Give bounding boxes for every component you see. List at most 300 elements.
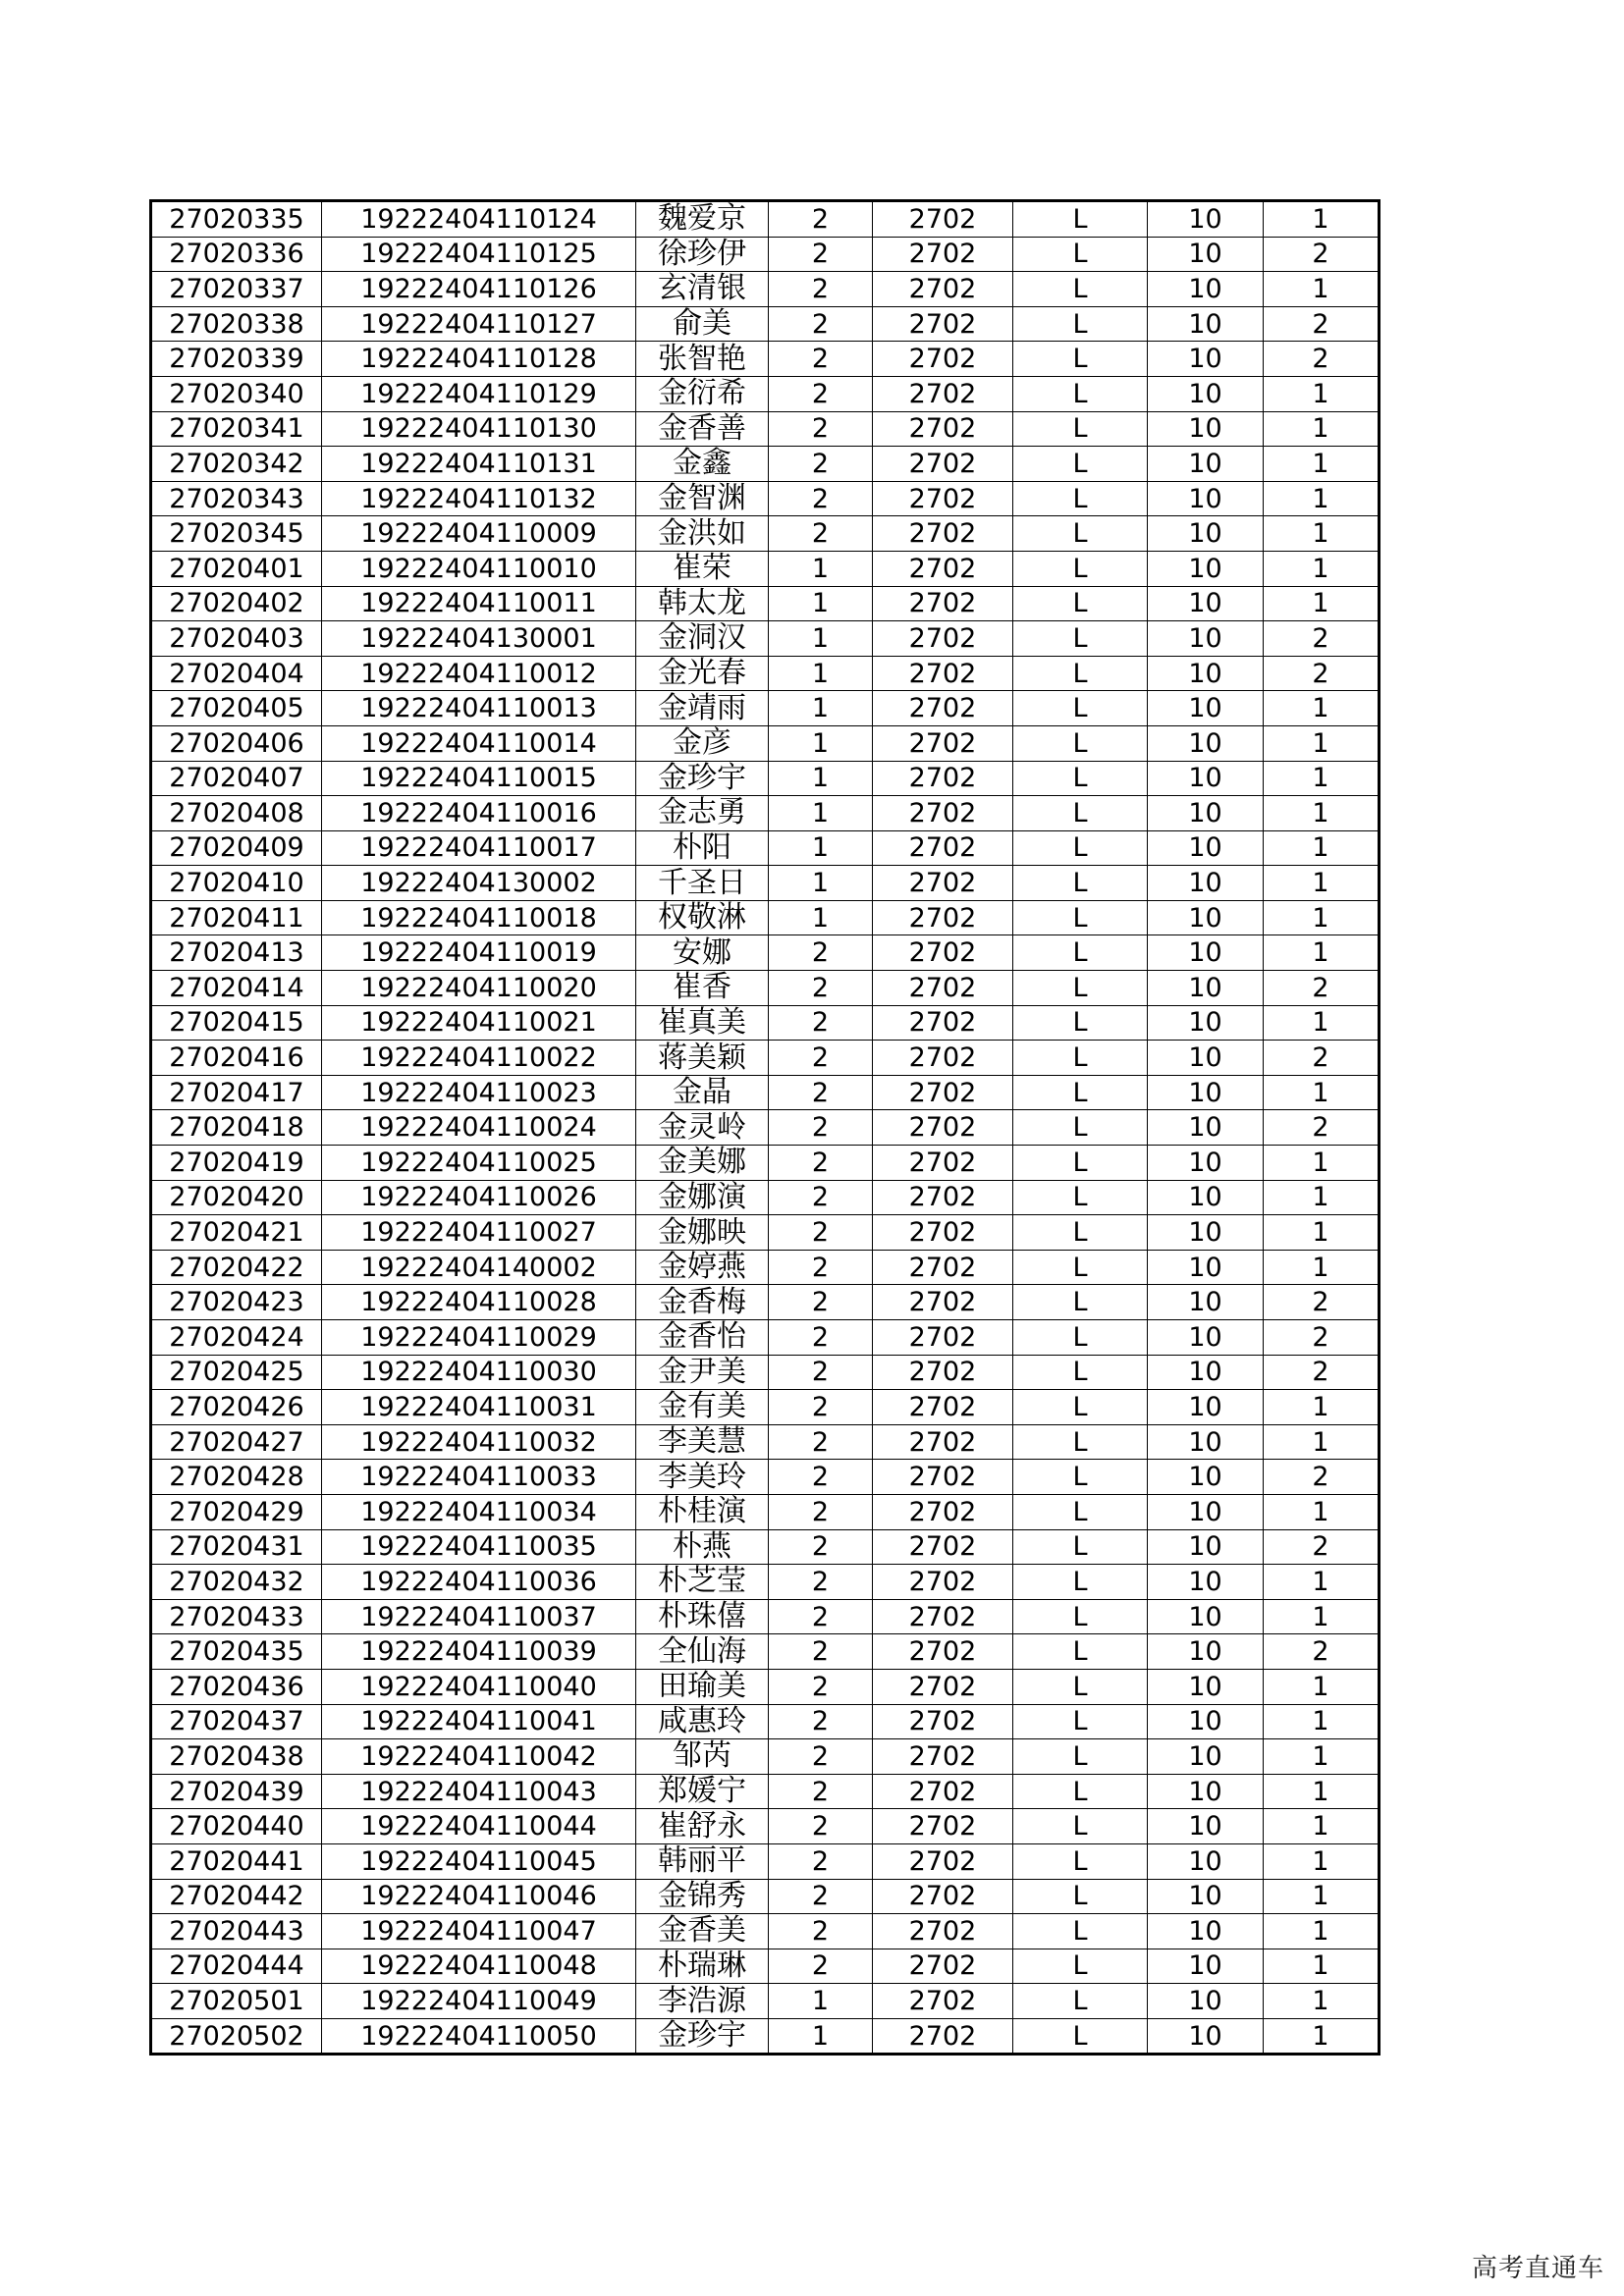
cell-type: L [1013,1146,1148,1181]
cell-grade: 10 [1148,1390,1264,1425]
cell-exam-no: 27020340 [151,376,322,411]
cell-student-id: 19222404110028 [322,1285,636,1320]
table-row [151,1949,1380,1984]
cell-grade: 10 [1148,900,1264,935]
cell-school: 2702 [873,900,1013,935]
cell-code: 1 [769,761,873,796]
cell-student-id: 19222404110025 [322,1146,636,1181]
table-row [151,1215,1380,1251]
cell-exam-no: 27020343 [151,481,322,516]
cell-student-id: 19222404110031 [322,1390,636,1425]
cell-name: 金有美 [636,1390,769,1425]
cell-name: 朴阳 [636,830,769,866]
cell-grade: 10 [1148,621,1264,657]
cell-student-id: 19222404110018 [322,900,636,935]
cell-exam-no: 27020425 [151,1355,322,1390]
cell-student-id: 19222404110047 [322,1914,636,1949]
cell-grade: 10 [1148,1843,1264,1879]
table-row [151,516,1380,552]
cell-exam-no: 27020433 [151,1599,322,1634]
cell-name: 金美娜 [636,1146,769,1181]
cell-grade: 10 [1148,1285,1264,1320]
table-row [151,971,1380,1006]
cell-exam-no: 27020439 [151,1774,322,1809]
cell-flag: 1 [1264,1250,1380,1285]
cell-school: 2702 [873,1565,1013,1600]
cell-exam-no: 27020415 [151,1005,322,1041]
cell-exam-no: 27020405 [151,691,322,726]
cell-student-id: 19222404110033 [322,1460,636,1495]
cell-school: 2702 [873,935,1013,971]
cell-exam-no: 27020435 [151,1634,322,1670]
cell-flag: 1 [1264,1424,1380,1460]
cell-grade: 10 [1148,971,1264,1006]
cell-flag: 2 [1264,1460,1380,1495]
cell-name: 金洞汉 [636,621,769,657]
cell-code: 2 [769,1669,873,1704]
cell-exam-no: 27020401 [151,551,322,586]
cell-flag: 1 [1264,691,1380,726]
cell-grade: 10 [1148,376,1264,411]
cell-type: L [1013,1110,1148,1146]
cell-code: 2 [769,1215,873,1251]
cell-school: 2702 [873,1390,1013,1425]
cell-code: 2 [769,411,873,447]
cell-code: 1 [769,830,873,866]
cell-school: 2702 [873,1075,1013,1110]
cell-flag: 1 [1264,796,1380,831]
cell-name: 金光春 [636,656,769,691]
cell-type: L [1013,376,1148,411]
cell-name: 朴珠僖 [636,1599,769,1634]
cell-exam-no: 27020502 [151,2018,322,2055]
cell-exam-no: 27020406 [151,725,322,761]
cell-student-id: 19222404110016 [322,796,636,831]
table-row [151,1809,1380,1844]
cell-school: 2702 [873,376,1013,411]
cell-grade: 10 [1148,342,1264,377]
cell-flag: 1 [1264,900,1380,935]
cell-code: 2 [769,272,873,307]
cell-student-id: 19222404110012 [322,656,636,691]
table-row [151,1390,1380,1425]
cell-grade: 10 [1148,2018,1264,2055]
table-row [151,1843,1380,1879]
cell-grade: 10 [1148,796,1264,831]
table-row [151,2018,1380,2055]
cell-exam-no: 27020413 [151,935,322,971]
table-row [151,1146,1380,1181]
cell-code: 2 [769,1565,873,1600]
cell-flag: 1 [1264,935,1380,971]
cell-flag: 1 [1264,1669,1380,1704]
cell-student-id: 19222404110042 [322,1739,636,1775]
cell-code: 2 [769,237,873,272]
cell-grade: 10 [1148,481,1264,516]
cell-name: 金尹美 [636,1355,769,1390]
cell-flag: 1 [1264,1565,1380,1600]
table-row [151,830,1380,866]
cell-type: L [1013,1529,1148,1565]
cell-flag: 1 [1264,830,1380,866]
cell-flag: 1 [1264,516,1380,552]
table-row [151,761,1380,796]
cell-type: L [1013,342,1148,377]
cell-name: 金衍希 [636,376,769,411]
cell-flag: 1 [1264,1914,1380,1949]
cell-exam-no: 27020345 [151,516,322,552]
cell-code: 2 [769,1460,873,1495]
cell-type: L [1013,900,1148,935]
table-row [151,1041,1380,1076]
cell-grade: 10 [1148,1949,1264,1984]
cell-type: L [1013,761,1148,796]
cell-code: 2 [769,481,873,516]
cell-code: 2 [769,1774,873,1809]
cell-type: L [1013,1180,1148,1215]
cell-grade: 10 [1148,1110,1264,1146]
cell-code: 1 [769,900,873,935]
cell-grade: 10 [1148,1355,1264,1390]
cell-grade: 10 [1148,1669,1264,1704]
cell-school: 2702 [873,1146,1013,1181]
cell-flag: 1 [1264,201,1380,238]
cell-name: 魏爱京 [636,201,769,238]
cell-type: L [1013,1949,1148,1984]
table-row [151,342,1380,377]
cell-student-id: 19222404110017 [322,830,636,866]
cell-student-id: 19222404110049 [322,1984,636,2019]
cell-grade: 10 [1148,1075,1264,1110]
cell-exam-no: 27020437 [151,1704,322,1739]
cell-student-id: 19222404110036 [322,1565,636,1600]
cell-school: 2702 [873,411,1013,447]
cell-exam-no: 27020422 [151,1250,322,1285]
cell-student-id: 19222404110027 [322,1215,636,1251]
cell-name: 朴芝莹 [636,1565,769,1600]
cell-grade: 10 [1148,1879,1264,1914]
cell-code: 2 [769,376,873,411]
cell-school: 2702 [873,971,1013,1006]
cell-type: L [1013,1879,1148,1914]
cell-name: 金香怡 [636,1320,769,1356]
cell-flag: 2 [1264,237,1380,272]
cell-code: 1 [769,656,873,691]
table-row [151,621,1380,657]
cell-school: 2702 [873,516,1013,552]
cell-type: L [1013,1739,1148,1775]
cell-school: 2702 [873,586,1013,621]
cell-grade: 10 [1148,586,1264,621]
cell-name: 金洪如 [636,516,769,552]
cell-school: 2702 [873,1843,1013,1879]
cell-school: 2702 [873,866,1013,901]
table-row [151,1494,1380,1529]
cell-code: 2 [769,1390,873,1425]
cell-exam-no: 27020426 [151,1390,322,1425]
cell-name: 朴桂演 [636,1494,769,1529]
cell-flag: 2 [1264,1320,1380,1356]
cell-exam-no: 27020442 [151,1879,322,1914]
cell-school: 2702 [873,306,1013,342]
cell-student-id: 19222404110046 [322,1879,636,1914]
cell-flag: 2 [1264,1355,1380,1390]
cell-school: 2702 [873,725,1013,761]
cell-flag: 1 [1264,481,1380,516]
cell-grade: 10 [1148,516,1264,552]
cell-code: 1 [769,866,873,901]
cell-code: 2 [769,1424,873,1460]
cell-type: L [1013,1984,1148,2019]
cell-name: 金香美 [636,1914,769,1949]
cell-type: L [1013,1669,1148,1704]
cell-student-id: 19222404130002 [322,866,636,901]
table-row [151,1634,1380,1670]
cell-school: 2702 [873,1599,1013,1634]
cell-type: L [1013,237,1148,272]
table-row [151,656,1380,691]
cell-school: 2702 [873,1180,1013,1215]
table-row [151,1739,1380,1775]
table-row [151,935,1380,971]
cell-flag: 1 [1264,725,1380,761]
cell-grade: 10 [1148,306,1264,342]
cell-flag: 1 [1264,1843,1380,1879]
cell-exam-no: 27020410 [151,866,322,901]
table-row [151,237,1380,272]
cell-school: 2702 [873,1215,1013,1251]
table-row [151,691,1380,726]
cell-code: 1 [769,796,873,831]
cell-code: 2 [769,1075,873,1110]
table-row [151,1599,1380,1634]
cell-flag: 2 [1264,656,1380,691]
table-row [151,1460,1380,1495]
cell-exam-no: 27020416 [151,1041,322,1076]
table-row [151,1285,1380,1320]
cell-school: 2702 [873,481,1013,516]
cell-exam-no: 27020438 [151,1739,322,1775]
cell-exam-no: 27020431 [151,1529,322,1565]
cell-exam-no: 27020339 [151,342,322,377]
cell-grade: 10 [1148,656,1264,691]
cell-grade: 10 [1148,1250,1264,1285]
cell-grade: 10 [1148,447,1264,482]
cell-student-id: 19222404110021 [322,1005,636,1041]
cell-code: 1 [769,1984,873,2019]
cell-code: 2 [769,1949,873,1984]
cell-type: L [1013,1914,1148,1949]
cell-code: 1 [769,691,873,726]
cell-student-id: 19222404140002 [322,1250,636,1285]
cell-code: 2 [769,1041,873,1076]
cell-flag: 1 [1264,1774,1380,1809]
cell-type: L [1013,1494,1148,1529]
cell-name: 蒋美颖 [636,1041,769,1076]
cell-school: 2702 [873,1739,1013,1775]
cell-school: 2702 [873,656,1013,691]
cell-exam-no: 27020418 [151,1110,322,1146]
cell-name: 金鑫 [636,447,769,482]
cell-student-id: 19222404110131 [322,447,636,482]
cell-name: 金灵岭 [636,1110,769,1146]
cell-student-id: 19222404110035 [322,1529,636,1565]
cell-code: 2 [769,1704,873,1739]
table-row [151,201,1380,238]
cell-student-id: 19222404110014 [322,725,636,761]
cell-code: 2 [769,1180,873,1215]
cell-type: L [1013,1390,1148,1425]
cell-exam-no: 27020436 [151,1669,322,1704]
cell-grade: 10 [1148,1320,1264,1356]
cell-type: L [1013,1809,1148,1844]
cell-student-id: 19222404110044 [322,1809,636,1844]
cell-exam-no: 27020335 [151,201,322,238]
cell-name: 朴瑞琳 [636,1949,769,1984]
cell-school: 2702 [873,237,1013,272]
table-row [151,376,1380,411]
cell-code: 1 [769,551,873,586]
cell-name: 金彦 [636,725,769,761]
table-row [151,1424,1380,1460]
cell-name: 崔舒永 [636,1809,769,1844]
cell-school: 2702 [873,761,1013,796]
cell-school: 2702 [873,1704,1013,1739]
cell-grade: 10 [1148,1494,1264,1529]
cell-student-id: 19222404110030 [322,1355,636,1390]
cell-code: 2 [769,1285,873,1320]
cell-school: 2702 [873,1529,1013,1565]
data-table [149,199,1380,2056]
cell-type: L [1013,1599,1148,1634]
cell-student-id: 19222404110128 [322,342,636,377]
cell-school: 2702 [873,1041,1013,1076]
cell-grade: 10 [1148,1146,1264,1181]
cell-code: 2 [769,1355,873,1390]
cell-student-id: 19222404110040 [322,1669,636,1704]
table-row [151,725,1380,761]
cell-name: 李美玲 [636,1460,769,1495]
table-row [151,866,1380,901]
table-row [151,1180,1380,1215]
cell-school: 2702 [873,691,1013,726]
table-row [151,1774,1380,1809]
cell-student-id: 19222404110125 [322,237,636,272]
cell-student-id: 19222404110127 [322,306,636,342]
cell-code: 2 [769,1110,873,1146]
cell-grade: 10 [1148,551,1264,586]
cell-grade: 10 [1148,1599,1264,1634]
cell-exam-no: 27020443 [151,1914,322,1949]
cell-exam-no: 27020409 [151,830,322,866]
cell-code: 2 [769,1914,873,1949]
cell-grade: 10 [1148,1041,1264,1076]
cell-student-id: 19222404110045 [322,1843,636,1879]
cell-school: 2702 [873,1110,1013,1146]
cell-student-id: 19222404110126 [322,272,636,307]
cell-student-id: 19222404110124 [322,201,636,238]
cell-grade: 10 [1148,237,1264,272]
cell-school: 2702 [873,1879,1013,1914]
cell-code: 2 [769,1634,873,1670]
cell-school: 2702 [873,1634,1013,1670]
cell-code: 1 [769,725,873,761]
cell-type: L [1013,411,1148,447]
cell-type: L [1013,1075,1148,1110]
table-row [151,447,1380,482]
cell-flag: 1 [1264,1215,1380,1251]
cell-student-id: 19222404110019 [322,935,636,971]
cell-exam-no: 27020414 [151,971,322,1006]
cell-student-id: 19222404110009 [322,516,636,552]
cell-type: L [1013,481,1148,516]
cell-type: L [1013,656,1148,691]
cell-school: 2702 [873,796,1013,831]
cell-exam-no: 27020408 [151,796,322,831]
cell-flag: 1 [1264,376,1380,411]
cell-name: 金珍宇 [636,761,769,796]
cell-name: 千圣日 [636,866,769,901]
cell-code: 2 [769,1599,873,1634]
cell-type: L [1013,272,1148,307]
table-row [151,272,1380,307]
cell-student-id: 19222404110034 [322,1494,636,1529]
cell-name: 俞美 [636,306,769,342]
cell-flag: 1 [1264,447,1380,482]
cell-type: L [1013,1250,1148,1285]
cell-grade: 10 [1148,1460,1264,1495]
table-row [151,1075,1380,1110]
cell-type: L [1013,516,1148,552]
cell-type: L [1013,866,1148,901]
cell-type: L [1013,1565,1148,1600]
cell-flag: 1 [1264,761,1380,796]
cell-flag: 1 [1264,1390,1380,1425]
cell-student-id: 19222404110129 [322,376,636,411]
table-row [151,1005,1380,1041]
cell-grade: 10 [1148,1774,1264,1809]
cell-grade: 10 [1148,1634,1264,1670]
cell-name: 金锦秀 [636,1879,769,1914]
cell-exam-no: 27020411 [151,900,322,935]
cell-name: 金晶 [636,1075,769,1110]
cell-flag: 1 [1264,2018,1380,2055]
cell-grade: 10 [1148,830,1264,866]
cell-school: 2702 [873,621,1013,657]
cell-flag: 2 [1264,1110,1380,1146]
cell-type: L [1013,830,1148,866]
cell-exam-no: 27020423 [151,1285,322,1320]
table-row [151,1355,1380,1390]
cell-grade: 10 [1148,866,1264,901]
cell-flag: 1 [1264,551,1380,586]
table-body [151,201,1380,2055]
cell-name: 金智渊 [636,481,769,516]
cell-student-id: 19222404110011 [322,586,636,621]
table-row [151,1704,1380,1739]
cell-school: 2702 [873,1250,1013,1285]
cell-student-id: 19222404110015 [322,761,636,796]
cell-type: L [1013,1215,1148,1251]
cell-name: 张智艳 [636,342,769,377]
cell-grade: 10 [1148,935,1264,971]
cell-name: 邹芮 [636,1739,769,1775]
cell-type: L [1013,1774,1148,1809]
cell-school: 2702 [873,1914,1013,1949]
cell-school: 2702 [873,1984,1013,2019]
cell-exam-no: 27020341 [151,411,322,447]
cell-name: 金婷燕 [636,1250,769,1285]
